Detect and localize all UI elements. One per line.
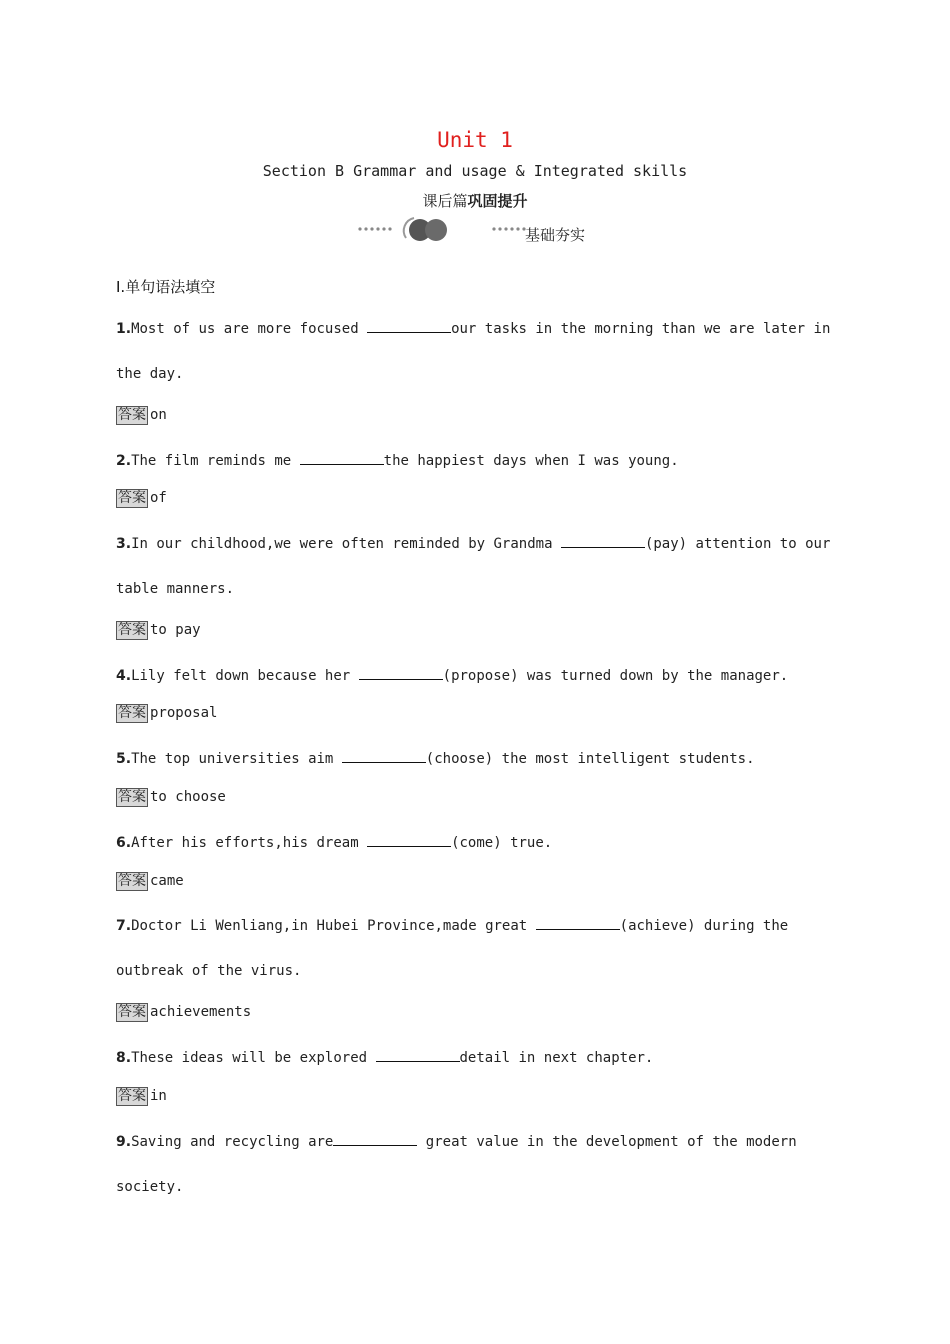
question-3 [116,533,830,552]
answer-blank [367,318,451,333]
question-number: 5. [116,751,132,767]
section-banner-icon [356,212,526,246]
question-text: These ideas will be explored [131,1050,376,1066]
answer-blank [342,748,426,763]
question-number: 9. [116,1134,132,1150]
answer-blank [359,665,443,680]
lesson-subtitle-prefix: 课后篇 [422,192,468,210]
question-4 [116,665,788,684]
question-1 [116,318,830,337]
answer-3 [116,621,201,640]
answer-tag: 答案 [118,622,146,638]
question-number: 4. [116,668,132,684]
question-text: the happiest days when I was young. [383,453,679,469]
answer-blank [300,450,384,465]
answer-blank [376,1047,460,1062]
question-text: Lily felt down because her [131,668,359,684]
question-1-line2: the day. [116,366,184,382]
lesson-subtitle-bold: 巩固提升 [467,192,528,210]
question-text: Saving and recycling are [131,1134,334,1150]
question-number: 7. [116,918,132,934]
question-text: In our childhood,we were often reminded by Grandma [131,536,561,552]
question-8 [116,1047,653,1066]
answer-text: of [150,490,167,506]
answer-text: came [150,873,184,889]
answer-6 [116,872,184,891]
question-9-line2: society. [116,1179,184,1195]
answer-tag: 答案 [118,789,146,805]
question-3-line2: table manners. [116,581,235,597]
question-7-line2: outbreak of the virus. [116,963,302,979]
answer-blank [367,832,451,847]
question-9 [116,1131,797,1150]
answer-blank [561,533,645,548]
question-number: 6. [116,835,132,851]
answer-tag: 答案 [118,407,146,423]
lesson-subtitle [0,190,950,211]
answer-text: proposal [150,705,218,721]
question-text: (propose) was turned down by the manager. [442,668,789,684]
question-text: our tasks in the morning than we are later in [451,321,831,337]
question-5 [116,748,755,767]
question-text: detail in next chapter. [459,1050,654,1066]
answer-2 [116,489,167,508]
question-text: (achieve) during the [619,918,789,934]
answer-4 [116,704,217,723]
answer-blank [333,1131,417,1146]
answer-text: on [150,407,167,423]
question-2 [116,450,679,469]
question-text: Doctor Li Wenliang,in Hubei Province,made great [131,918,536,934]
answer-tag: 答案 [118,490,146,506]
answer-text: in [150,1088,167,1104]
question-7 [116,915,788,934]
answer-8 [116,1087,167,1106]
answer-text: to choose [150,789,226,805]
answer-tag: 答案 [118,1004,146,1020]
section-title: Ⅰ.单句语法填空 [116,278,216,296]
question-text: The top universities aim [131,751,342,767]
answer-tag: 答案 [118,873,146,889]
question-6 [116,832,552,851]
question-text: The film reminds me [131,453,300,469]
question-number: 8. [116,1050,132,1066]
question-text: great value in the development of the modern [417,1134,797,1150]
question-text: After his efforts,his dream [131,835,368,851]
answer-1 [116,406,167,425]
answer-blank [536,915,620,930]
question-number: 1. [116,321,132,337]
answer-text: achievements [150,1004,252,1020]
answer-7 [116,1003,251,1022]
section-subtitle: Section B Grammar and usage & Integrated skills [262,162,688,180]
answer-tag: 答案 [118,705,146,721]
question-text: Most of us are more focused [131,321,368,337]
unit-title: Unit 1 [437,128,513,152]
question-text: (come) true. [451,835,553,851]
banner-label: 基础夯实 [525,226,586,244]
answer-5 [116,788,226,807]
question-text: (choose) the most intelligent students. [425,751,755,767]
question-text: (pay) attention to our [644,536,831,552]
answer-text: to pay [150,622,201,638]
answer-tag: 答案 [118,1088,146,1104]
question-number: 3. [116,536,132,552]
question-number: 2. [116,453,132,469]
